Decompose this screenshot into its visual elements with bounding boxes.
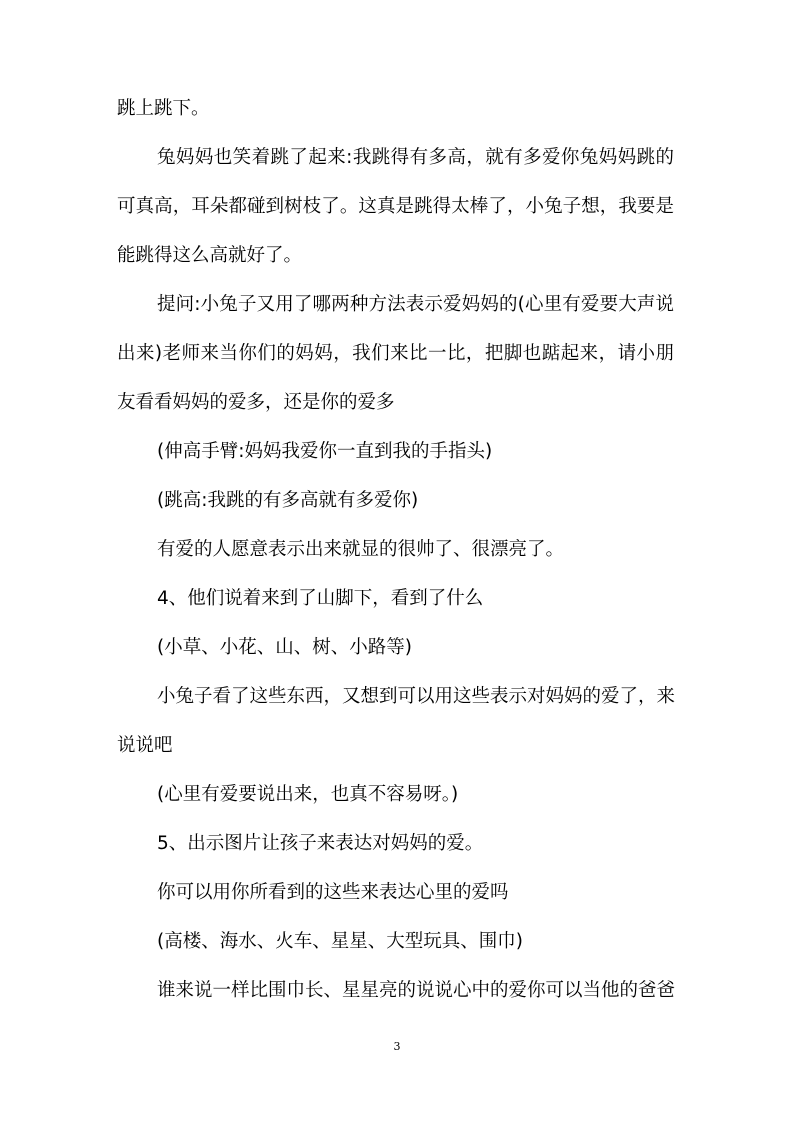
text-line-13: 小兔子看了这些东西，又想到可以用这些表示对妈妈的爱了，来 [157, 686, 676, 707]
text-line-17: 你可以用你所看到的这些来表达心里的爱吗 [157, 882, 509, 903]
text-line-6: 出来)老师来当你们的妈妈，我们来比一比，把脚也踮起来，请小朋 [117, 343, 674, 364]
text-line-3: 可真高，耳朵都碰到树枝了。这真是跳得太棒了，小兔子想，我要是 [117, 196, 674, 217]
text-line-19: 谁来说一样比围巾长、星星亮的说说心中的爱你可以当他的爸爸 [157, 980, 676, 1001]
text-line-14: 说说吧 [117, 735, 173, 756]
text-line-12: (小草、小花、山、树、小路等) [157, 637, 412, 658]
text-line-16: 5、出示图片让孩子来表达对妈妈的爱。 [157, 833, 484, 854]
text-line-18: (高楼、海水、火车、星星、大型玩具、围巾) [157, 931, 523, 952]
text-line-2: 兔妈妈也笑着跳了起来:我跳得有多高，就有多爱你兔妈妈跳的 [157, 147, 674, 168]
text-line-9: (跳高:我跳的有多高就有多爱你) [157, 490, 419, 511]
text-line-11: 4、他们说着来到了山脚下，看到了什么 [157, 588, 484, 609]
text-line-15: (心里有爱要说出来，也真不容易呀。) [157, 784, 459, 805]
text-line-5: 提问:小兔子又用了哪两种方法表示爱妈妈的(心里有爱要大声说 [157, 294, 674, 315]
text-line-7: 友看看妈妈的爱多，还是你的爱多 [117, 392, 395, 413]
text-line-8: (伸高手臂:妈妈我爱你一直到我的手指头) [157, 441, 493, 462]
text-line-4: 能跳得这么高就好了。 [117, 245, 303, 266]
text-line-1: 跳上跳下。 [117, 98, 210, 119]
page-number: 3 [393, 1040, 401, 1053]
text-line-10: 有爱的人愿意表示出来就显的很帅了、很漂亮了。 [157, 539, 565, 560]
